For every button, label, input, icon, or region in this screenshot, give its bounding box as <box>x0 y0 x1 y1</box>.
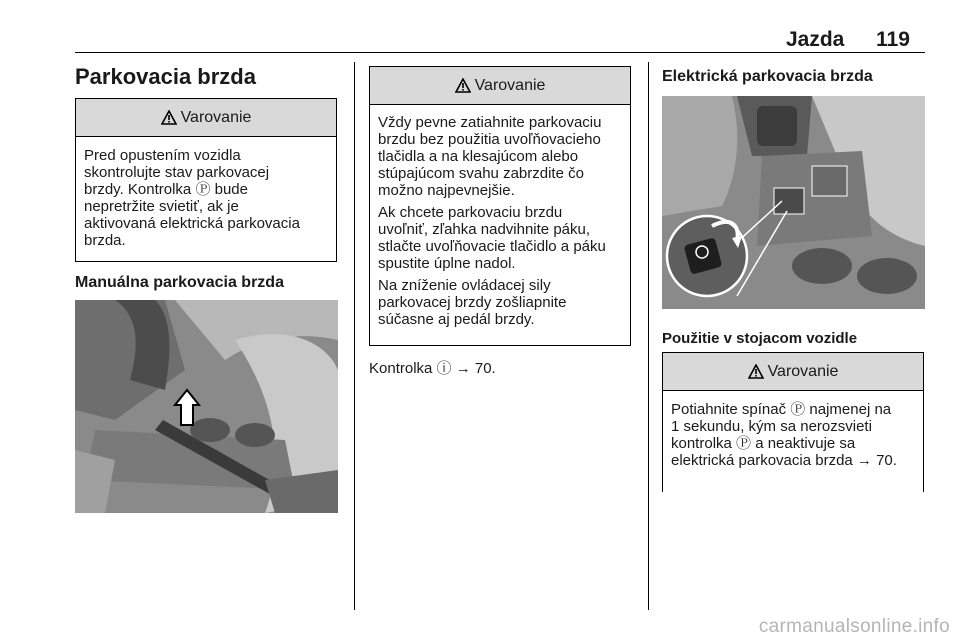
warning-heading-3: Varovanie <box>767 362 839 380</box>
warning-2-line: stlačte uvoľňovacie tlačidlo a páku <box>378 238 606 255</box>
page-number: 119 <box>876 28 910 51</box>
column-divider-2 <box>648 62 649 610</box>
warning-2-line: spustite úplne nadol. <box>378 255 516 272</box>
warning-3-line: 1 sekundu, kým sa nerozsvieti <box>671 418 872 435</box>
warning-2-paragraph <box>378 277 622 328</box>
manual-parking-brake-subtitle: Manuálna parkovacia brzda <box>75 274 284 291</box>
column-divider-1 <box>354 62 355 610</box>
warning-header-1 <box>76 99 336 137</box>
parking-brake-title: Parkovacia brzda <box>75 64 256 89</box>
warning-3-line: kontrolka Ⓟ a neaktivuje sa <box>671 435 856 452</box>
manual-parking-brake-illustration <box>75 300 338 513</box>
indicator-reference: Kontrolka ⓘ → 70. <box>369 360 496 377</box>
warning-2-line: brzdu bez použitia uvoľňovacieho <box>378 131 601 148</box>
warning-1-line: aktivovaná elektrická parkovacia <box>84 215 300 232</box>
header-rule <box>75 52 925 53</box>
warning-body-1 <box>76 137 336 257</box>
warning-1-line: brzdy. Kontrolka Ⓟ bude <box>84 181 248 198</box>
warning-heading-1: Varovanie <box>180 108 252 126</box>
warning-triangle-icon <box>455 78 471 93</box>
warning-2-line: parkovacej brzdy zošliapnite <box>378 294 567 311</box>
warning-2-line: Na zníženie ovládacej sily <box>378 277 551 294</box>
warning-body-2 <box>370 105 630 336</box>
warning-2-line: uvoľniť, zľahka nadvihnite páku, <box>378 221 591 238</box>
warning-triangle-icon <box>748 364 764 379</box>
header-section-title: Jazda <box>786 28 845 51</box>
warning-box-3 <box>662 352 924 492</box>
warning-3-line: elektrická parkovacia brzda → 70. <box>671 452 897 469</box>
warning-2-line: možno najpevnejšie. <box>378 182 515 199</box>
warning-2-paragraph <box>378 204 622 272</box>
warning-1-line: Pred opustením vozidla <box>84 147 241 164</box>
warning-3-line: Potiahnite spínač Ⓟ najmenej na <box>671 401 892 418</box>
warning-2-line: stúpajúcom svahu zabrzdite čo <box>378 165 584 182</box>
electric-parking-brake-illustration <box>662 96 925 309</box>
warning-2-line: Ak chcete parkovaciu brzdu <box>378 204 563 221</box>
stationary-use-subtitle: Použitie v stojacom vozidle <box>662 330 858 347</box>
warning-2-line: tlačidla a na klesajúcom alebo <box>378 148 579 165</box>
warning-1-line: skontrolujte stav parkovacej <box>84 164 270 181</box>
warning-header-3 <box>663 353 923 391</box>
watermark: carmanualsonline.info <box>758 616 950 637</box>
warning-2-line: súčasne aj pedál brzdy. <box>378 311 535 328</box>
electric-parking-brake-title: Elektrická parkovacia brzda <box>662 68 873 85</box>
warning-box-2 <box>369 66 631 346</box>
warning-triangle-icon <box>161 110 177 125</box>
warning-2-paragraph <box>378 114 622 199</box>
warning-2-line: Vždy pevne zatiahnite parkovaciu <box>378 114 602 131</box>
warning-1-line: nepretržite svietiť, ak je <box>84 198 239 215</box>
warning-body-3 <box>663 391 923 477</box>
warning-heading-2: Varovanie <box>474 76 546 94</box>
warning-1-line: brzda. <box>84 232 126 249</box>
warning-box-1 <box>75 98 337 262</box>
warning-header-2 <box>370 67 630 105</box>
